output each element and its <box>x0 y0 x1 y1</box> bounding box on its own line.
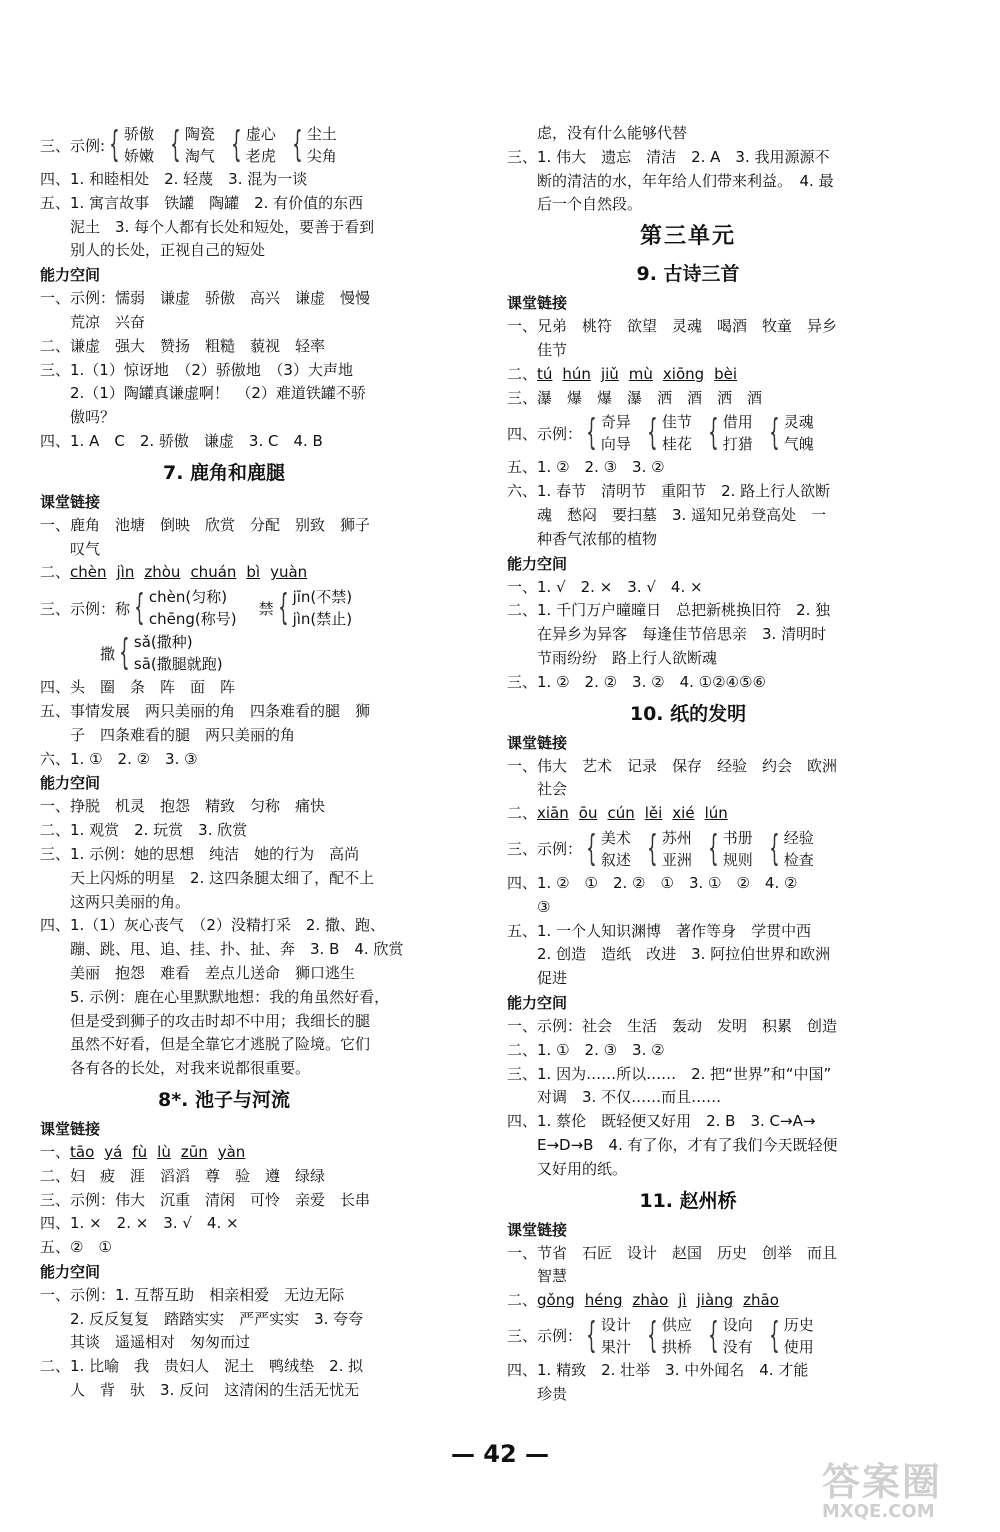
brace: { <box>586 827 597 869</box>
answer-line: 二、妇 疲 涯 滔滔 尊 验 遵 绿绿 <box>40 1166 326 1185</box>
word-groups <box>582 1314 826 1358</box>
answer-line: 各有各的长处，对我来说都很重要。 <box>70 1059 311 1078</box>
answer-line: 天上闪烁的明星 2. 这四条腿太细了，配不上 <box>70 868 375 887</box>
brace: { <box>708 1314 719 1356</box>
word-item: 美术 <box>600 828 631 847</box>
word-stack <box>601 827 631 871</box>
pinyin-item: gǒng <box>537 1291 575 1310</box>
word-pair <box>582 411 631 455</box>
reading-item: jìn(禁止) <box>292 610 353 629</box>
word-stack <box>601 1314 631 1358</box>
word-item: 桂花 <box>661 435 692 454</box>
word-item: 使用 <box>783 1337 814 1356</box>
word-stack <box>784 827 814 871</box>
answer-line: 虽然不好看，但是全靠它才逃脱了险境。它们 <box>70 1035 371 1054</box>
pinyin-list <box>537 804 738 822</box>
word-stack <box>124 123 154 167</box>
word-stack <box>662 827 692 871</box>
watermark-logo <box>822 1462 982 1524</box>
row-label: 三、示例：称 <box>40 599 131 618</box>
row-label: 禁 <box>258 599 274 618</box>
pinyin-item: jiǔ <box>600 364 619 383</box>
pinyin-item: fù <box>132 1142 148 1161</box>
brace: { <box>708 412 719 454</box>
lesson-title: 7. 鹿角和鹿腿 <box>162 461 286 484</box>
row-label: 三、示例: <box>40 136 106 155</box>
word-pair <box>643 411 692 455</box>
answer-line: 五、1. 寓言故事 铁罐 陶罐 2. 有价值的东西 <box>40 193 364 212</box>
row-label: 撒 <box>100 644 116 663</box>
answer-line: 三、示例：伟大 沉重 清闲 可怜 亲爱 长串 <box>40 1190 371 1209</box>
row-label: 四、示例： <box>507 424 583 443</box>
pinyin-item: yàn <box>217 1142 246 1161</box>
answer-line: 四、1. 精致 2. 壮举 3. 中外闻名 4. 才能 <box>507 1360 809 1379</box>
pinyin-item: jì <box>678 1291 687 1310</box>
word-item: 叙述 <box>600 850 631 869</box>
section-heading: 能力空间 <box>40 774 101 793</box>
reading-item: chèn(匀称) <box>148 588 228 607</box>
pinyin-list <box>70 1143 255 1161</box>
word-groups <box>582 411 826 455</box>
answer-line: 四、1. × 2. × 3. √ 4. × <box>40 1214 239 1233</box>
answer-line: 2.（1）陶罐真谦虚啊！ （2）难道铁罐不骄 <box>70 384 366 403</box>
row-label: 一、 <box>40 1142 71 1161</box>
answer-line: 断的清洁的水，年年给人们带来利益。 4. 最 <box>537 171 834 190</box>
pinyin-item: ōu <box>578 804 598 823</box>
pinyin-item: jiàng <box>696 1291 734 1310</box>
reading-item: sǎ(撒种) <box>133 633 193 652</box>
answer-line: 五、1. 一个人知识渊博 著作等身 学贯中西 <box>507 921 812 940</box>
answer-line: 荒凉 兴奋 <box>70 312 146 331</box>
pinyin-item: bèi <box>714 364 738 383</box>
pinyin-item: lù <box>157 1142 171 1161</box>
answer-line: 三、1. 示例：她的思想 纯洁 她的行为 高尚 <box>40 844 360 863</box>
word-item: 淘气 <box>184 147 215 165</box>
word-pair <box>582 827 631 871</box>
word-item: 经验 <box>783 828 814 847</box>
answer-line: 泥土 3. 每个人都有长处和短处，要善于看到 <box>70 217 375 236</box>
answer-line: 四、1.（1）灰心丧气 （2）没精打采 2. 撒、跑、 <box>40 916 385 935</box>
section-heading: 能力空间 <box>40 1262 101 1281</box>
word-stack <box>662 411 692 455</box>
word-stack <box>723 827 753 871</box>
pinyin-item: xiān <box>537 804 569 823</box>
answer-line: 叹气 <box>70 539 101 558</box>
word-item: 设计 <box>600 1315 631 1334</box>
brace: { <box>769 412 780 454</box>
example-group-row <box>507 411 869 455</box>
word-pair <box>288 123 337 167</box>
answer-line: 节雨纷纷 路上行人欲断魂 <box>537 648 718 667</box>
word-item: 没有 <box>722 1337 753 1356</box>
answer-line: 一、示例：社会 生活 轰动 发明 积累 创造 <box>507 1016 838 1035</box>
pinyin-item: zhòu <box>144 563 181 582</box>
answer-line: 子 四条难看的腿 两只美丽的角 <box>70 725 296 744</box>
answer-line: 二、1. 观赏 2. 玩赏 3. 欣赏 <box>40 821 248 840</box>
section-heading: 课堂链接 <box>507 294 568 313</box>
pinyin-item: chuán <box>190 563 237 582</box>
answer-line: 一、挣脱 机灵 抱怨 精致 匀称 痛快 <box>40 797 326 816</box>
brace: { <box>647 412 658 454</box>
page-number: — 42 — <box>450 1440 550 1468</box>
pinyin-item: jìn <box>116 563 135 582</box>
section-heading: 能力空间 <box>507 993 568 1012</box>
section-heading: 课堂链接 <box>507 1220 568 1239</box>
word-pair <box>765 1314 814 1358</box>
answer-line: 2. 创造 造纸 改进 3. 阿拉伯世界和欧洲 <box>537 945 831 964</box>
reading-item: jīn(不禁) <box>292 588 353 607</box>
word-item: 尖角 <box>306 147 337 165</box>
section-heading: 课堂链接 <box>507 733 568 752</box>
brace: { <box>119 632 130 674</box>
pinyin-item: xié <box>672 804 695 823</box>
answer-line: 种香气浓郁的植物 <box>537 529 658 548</box>
answer-line: 五、1. ② 2. ③ 3. ② <box>507 458 665 477</box>
word-item: 灵魂 <box>783 413 814 432</box>
pinyin-item: hún <box>562 364 591 383</box>
answer-line: 一、节省 石匠 设计 赵国 历史 创举 而且 <box>507 1243 838 1262</box>
brace: { <box>647 827 658 869</box>
left-column <box>40 122 408 1403</box>
word-stack <box>185 123 215 167</box>
example-group-row <box>507 827 869 871</box>
word-stack <box>723 411 753 455</box>
word-stack <box>784 1314 814 1358</box>
row-label: 二、 <box>507 364 538 383</box>
row-label: 三、示例： <box>507 840 583 859</box>
brace: { <box>277 587 289 629</box>
word-item: 苏州 <box>661 828 692 847</box>
brace: { <box>134 587 145 629</box>
answer-line: 四、1. A C 2. 骄傲 谦虚 3. C 4. B <box>40 431 323 450</box>
watermark-text: 答案圈 <box>822 1460 943 1504</box>
pinyin-line <box>507 1289 869 1313</box>
word-item: 拱桥 <box>661 1337 692 1356</box>
word-stack <box>784 411 814 455</box>
word-item: 向导 <box>600 435 631 454</box>
answer-line: 2. 反反复复 踏踏实实 严严实实 3. 夸夸 <box>70 1309 364 1328</box>
lesson-title: 8*. 池子与河流 <box>158 1088 290 1111</box>
answer-line: 一、鹿角 池塘 倒映 欣赏 分配 别致 狮子 <box>40 515 371 534</box>
word-pair <box>643 827 692 871</box>
word-pair <box>643 1314 692 1358</box>
answer-line: 蹦、跳、甩、追、挂、扑、扯、奔 3. B 4. 欣赏 <box>70 940 404 959</box>
answer-line: 二、谦虚 强大 赞扬 粗糙 藐视 轻率 <box>40 336 326 355</box>
answer-line: 美丽 抱怨 难看 差点儿送命 狮口逃生 <box>70 963 356 982</box>
answer-line: 这两只美丽的角。 <box>70 892 191 911</box>
pinyin-item: tú <box>537 364 553 383</box>
answer-line: 四、1. ② ① 2. ② ① 3. ① ② 4. ② <box>507 873 798 892</box>
row-label: 二、 <box>507 804 538 823</box>
word-item: 设向 <box>722 1315 753 1334</box>
answer-line: 智慧 <box>537 1267 568 1286</box>
word-groups <box>105 123 349 167</box>
word-item: 历史 <box>783 1315 814 1334</box>
answer-line: ③ <box>537 897 551 916</box>
row-label: 二、 <box>507 1291 538 1310</box>
answer-line: 六、1. ① 2. ② 3. ③ <box>40 749 198 768</box>
word-pair <box>704 411 753 455</box>
brace: { <box>769 1314 780 1356</box>
answer-line: 5. 示例：鹿在心里默默地想：我的角虽然好看， <box>70 987 390 1006</box>
pinyin-item: xiōng <box>662 364 705 383</box>
answer-line: 别人的长处，正视自己的短处 <box>70 241 266 260</box>
word-item: 尘土 <box>306 125 337 143</box>
word-pair <box>765 827 814 871</box>
word-stack <box>601 411 631 455</box>
answer-line: 一、伟大 艺术 记录 保存 经验 约会 欧洲 <box>507 756 838 775</box>
reading-item: chēng(称号) <box>148 610 237 629</box>
word-item: 奇异 <box>600 413 631 432</box>
answer-line: 珍贵 <box>537 1384 568 1403</box>
word-item: 检查 <box>783 850 814 869</box>
pinyin-item: yuàn <box>270 563 308 582</box>
example-group-row <box>40 123 408 167</box>
word-stack <box>307 123 337 167</box>
answer-line: 在异乡为异客 每逢佳节倍思亲 3. 清明时 <box>537 625 827 644</box>
pinyin-item: zūn <box>180 1142 208 1161</box>
answer-line: 四、1. 蔡伦 既轻便又好用 2. B 3. C→A→ <box>507 1112 816 1131</box>
word-pair <box>765 411 814 455</box>
lesson-title: 11. 赵州桥 <box>639 1189 737 1212</box>
pinyin-item: zhào <box>632 1291 669 1310</box>
word-item: 娇嫩 <box>123 147 154 165</box>
answer-line: 后一个自然段。 <box>537 195 643 214</box>
section-heading: 课堂链接 <box>40 492 101 511</box>
answer-line: 二、1. ① 2. ③ 3. ② <box>507 1040 665 1059</box>
pinyin-line <box>40 1141 408 1165</box>
answer-line: 傲吗？ <box>70 408 116 427</box>
word-item: 老虎 <box>245 147 276 165</box>
brace: { <box>109 124 120 165</box>
word-pair <box>704 827 753 871</box>
brace: { <box>292 124 303 165</box>
brace: { <box>231 124 242 165</box>
section-heading: 能力空间 <box>507 554 568 573</box>
pinyin-item: tāo <box>70 1142 95 1161</box>
lesson-title: 9. 古诗三首 <box>636 263 740 286</box>
word-item: 书册 <box>722 828 753 847</box>
pinyin-list <box>70 563 317 581</box>
answer-line: 三、1. 伟大 遗忘 清洁 2. A 3. 我用源源不 <box>507 147 830 166</box>
word-item: 亚洲 <box>661 850 692 869</box>
word-pair <box>582 1314 631 1358</box>
reading-stack <box>149 586 237 630</box>
brace: { <box>647 1314 658 1356</box>
section-heading: 能力空间 <box>40 266 101 285</box>
word-item: 打猎 <box>722 435 753 454</box>
pinyin-item: cún <box>607 804 635 823</box>
answer-line: 五、事情发展 两只美丽的角 四条难看的腿 狮 <box>40 701 371 720</box>
answer-line: 一、示例：1. 互帮互助 相亲相爱 无边无际 <box>40 1285 345 1304</box>
pinyin-item: héng <box>584 1291 623 1310</box>
word-item: 佳节 <box>661 413 692 432</box>
word-stack <box>723 1314 753 1358</box>
brace: { <box>586 1314 597 1356</box>
example-group-row <box>40 586 408 630</box>
example-group-row <box>507 1314 869 1358</box>
answer-line: 三、瀑 爆 爆 瀑 洒 酒 洒 酒 <box>507 388 763 407</box>
pinyin-item: mù <box>628 364 653 383</box>
pinyin-list <box>537 1291 789 1309</box>
answer-line: 魂 愁闷 要扫墓 3. 遥知兄弟登高处 一 <box>537 505 827 524</box>
word-stack <box>246 123 276 167</box>
answer-line: 人 背 驮 3. 反问 这清闲的生活无忧无 <box>70 1381 360 1400</box>
answer-line: 二、1. 比喻 我 贵妇人 泥土 鸭绒垫 2. 拟 <box>40 1357 364 1376</box>
reading-stack <box>293 586 353 630</box>
answer-line: 一、1. √ 2. × 3. √ 4. × <box>507 577 703 596</box>
pinyin-line <box>507 802 869 826</box>
row-label: 三、示例： <box>507 1327 583 1346</box>
brace: { <box>586 412 597 454</box>
row-label: 二、 <box>40 563 71 582</box>
word-item: 供应 <box>661 1315 692 1334</box>
word-pair <box>704 1314 753 1358</box>
pinyin-item: bì <box>246 563 261 582</box>
answer-line: 三、1. ② 2. ② 3. ② 4. ①②④⑤⑥ <box>507 672 766 691</box>
pinyin-line <box>40 561 408 585</box>
pinyin-item: yá <box>104 1142 123 1161</box>
brace: { <box>708 827 719 869</box>
answer-line: 其谈 遥遥相对 匆匆而过 <box>70 1333 251 1352</box>
word-pair <box>227 123 276 167</box>
answer-line: 三、1. 因为……所以…… 2. 把“世界”和“中国” <box>507 1064 832 1083</box>
answer-line: E→D→B 4. 有了你，才有了我们今天既轻便 <box>537 1135 838 1154</box>
lesson-title: 10. 纸的发明 <box>629 702 747 725</box>
word-stack <box>662 1314 692 1358</box>
watermark-url: MXQE.COM <box>822 1501 935 1522</box>
pinyin-item: zhāo <box>743 1291 779 1310</box>
answer-line: 促进 <box>537 969 568 988</box>
pinyin-item: lěi <box>644 804 663 823</box>
answer-line: 四、1. 和睦相处 2. 轻蔑 3. 混为一谈 <box>40 170 308 188</box>
answer-line: 虑，没有什么能够代替 <box>537 124 688 142</box>
answer-line: 社会 <box>537 780 568 799</box>
answer-line: 又好用的纸。 <box>537 1159 628 1178</box>
word-pair <box>105 123 154 167</box>
word-item: 骄傲 <box>123 125 154 143</box>
answer-line: 一、示例：懦弱 谦虚 骄傲 高兴 谦虚 慢慢 <box>40 289 371 308</box>
brace: { <box>170 124 181 165</box>
word-item: 气魄 <box>783 435 814 454</box>
word-item: 虚心 <box>245 125 276 143</box>
word-item: 果汁 <box>600 1337 631 1356</box>
section-heading: 课堂链接 <box>40 1119 101 1138</box>
example-group-row <box>40 631 408 675</box>
reading-stack <box>134 631 223 675</box>
answer-line: 二、1. 千门万户曈曈日 总把新桃换旧符 2. 独 <box>507 601 831 620</box>
brace: { <box>769 827 780 869</box>
answer-line: 佳节 <box>537 340 568 359</box>
answer-line: 对调 3. 不仅……而且…… <box>537 1088 722 1107</box>
word-item: 规则 <box>722 850 753 869</box>
answer-line: 但是受到狮子的攻击时却不中用；我细长的腿 <box>70 1011 371 1030</box>
answer-line: 五、② ① <box>40 1238 112 1257</box>
pinyin-line <box>507 363 869 387</box>
right-column <box>507 122 869 1406</box>
pinyin-item: chèn <box>70 563 107 582</box>
unit-title: 第三单元 <box>639 224 736 250</box>
word-pair <box>166 123 215 167</box>
answer-line: 四、头 圈 条 阵 面 阵 <box>40 678 236 697</box>
pinyin-item: lún <box>704 804 728 823</box>
word-item: 陶瓷 <box>184 125 215 143</box>
word-item: 借用 <box>722 413 753 432</box>
word-groups <box>582 827 826 871</box>
reading-item: sā(撒腿就跑) <box>133 655 223 674</box>
answer-line: 三、1.（1）惊讶地 （2）骄傲地 （3）大声地 <box>40 360 353 379</box>
answer-line: 六、1. 春节 清明节 重阳节 2. 路上行人欲断 <box>507 482 831 501</box>
pinyin-list <box>537 365 747 383</box>
answer-line: 一、兄弟 桃符 欲望 灵魂 喝酒 牧童 异乡 <box>507 317 838 336</box>
